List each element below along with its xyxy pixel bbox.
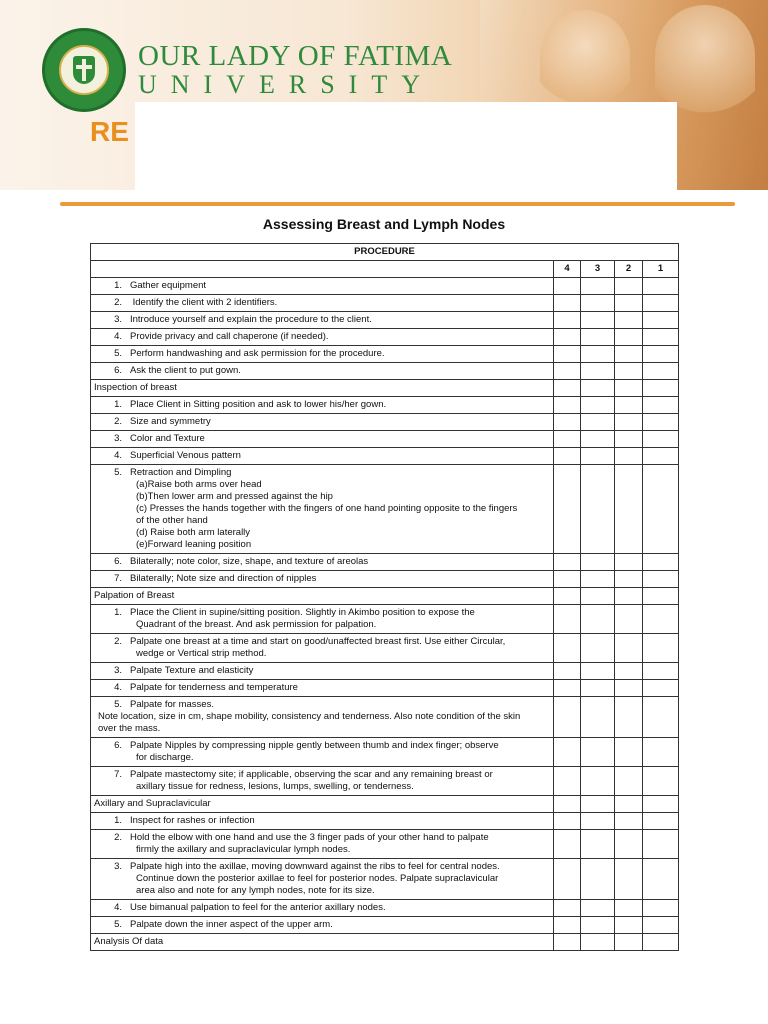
procedure-row [91, 414, 679, 431]
score-cell[interactable] [615, 830, 643, 859]
procedure-row [91, 697, 679, 738]
score-cell[interactable] [554, 554, 581, 571]
score-cell[interactable] [554, 312, 581, 329]
step-number: 5. [114, 348, 122, 359]
procedure-row [91, 605, 679, 634]
step-text: Introduce yourself and explain the procedure to the client. [130, 314, 372, 325]
step-text: Ask the client to put gown. [130, 365, 241, 376]
step-number: 3. [114, 665, 122, 676]
procedure-row [91, 312, 679, 329]
score-cell[interactable] [554, 363, 581, 380]
procedure-row [91, 278, 679, 295]
step-text-continuation: Continue down the posterior axillae to feel for posterior nodes. Palpate supraclavicular [136, 873, 499, 884]
score-cell[interactable] [581, 329, 615, 346]
score-col-3: 3 [581, 261, 615, 278]
score-cell[interactable] [581, 634, 615, 663]
procedure-row [91, 767, 679, 796]
score-cell[interactable] [554, 859, 581, 900]
step-text-continuation: (b)Then lower arm and pressed against the hip [136, 491, 333, 502]
step-number: 5. [114, 467, 122, 478]
score-cell[interactable] [643, 900, 679, 917]
score-cell[interactable] [615, 934, 643, 951]
procedure-row [91, 346, 679, 363]
procedure-row [91, 554, 679, 571]
score-cell[interactable] [581, 588, 615, 605]
step-number: 1. [114, 399, 122, 410]
score-cell[interactable] [615, 554, 643, 571]
score-cell[interactable] [554, 634, 581, 663]
step-text-continuation: wedge or Vertical strip method. [136, 648, 267, 659]
score-cell[interactable] [615, 588, 643, 605]
section-row [91, 588, 679, 605]
step-text-continuation: for discharge. [136, 752, 194, 763]
step-note: over the mass. [98, 723, 161, 734]
score-cell[interactable] [615, 431, 643, 448]
score-cell[interactable] [615, 380, 643, 397]
score-cell[interactable] [581, 363, 615, 380]
score-cell[interactable] [581, 278, 615, 295]
procedure-row [91, 738, 679, 767]
score-cell[interactable] [581, 554, 615, 571]
score-cell[interactable] [581, 448, 615, 465]
step-text: Color and Texture [130, 433, 205, 444]
section-title: Analysis Of data [94, 936, 164, 947]
score-cell[interactable] [615, 448, 643, 465]
step-text: Identify the client with 2 identifiers. [130, 297, 278, 308]
procedure-row [91, 571, 679, 588]
score-cell[interactable] [615, 414, 643, 431]
step-text: Superficial Venous pattern [130, 450, 241, 461]
university-name-line1: OUR LADY OF FATIMA [138, 40, 453, 72]
score-cell[interactable] [615, 571, 643, 588]
score-cell[interactable] [581, 813, 615, 830]
score-cell[interactable] [615, 900, 643, 917]
procedure-row [91, 830, 679, 859]
procedure-row [91, 917, 679, 934]
score-col-4: 4 [554, 261, 581, 278]
score-cell[interactable] [615, 346, 643, 363]
score-cell[interactable] [615, 312, 643, 329]
procedure-row [91, 431, 679, 448]
step-number: 5. [114, 699, 122, 710]
procedure-row [91, 465, 679, 554]
document-title: Assessing Breast and Lymph Nodes [262, 216, 506, 232]
score-cell[interactable] [554, 917, 581, 934]
procedure-row [91, 663, 679, 680]
score-cell[interactable] [615, 859, 643, 900]
blank-overlay-box [135, 102, 677, 214]
score-cell[interactable] [581, 663, 615, 680]
score-cell[interactable] [554, 830, 581, 859]
step-number: 1. [114, 815, 122, 826]
score-cell[interactable] [554, 465, 581, 554]
score-cell[interactable] [643, 346, 679, 363]
score-cell[interactable] [615, 813, 643, 830]
score-cell[interactable] [643, 414, 679, 431]
score-cell[interactable] [554, 346, 581, 363]
score-cell[interactable] [643, 680, 679, 697]
step-text: Perform handwashing and ask permission for the procedure. [130, 348, 385, 359]
step-text: Palpate Texture and elasticity [130, 665, 254, 676]
score-cell[interactable] [554, 414, 581, 431]
score-cell[interactable] [615, 697, 643, 738]
score-cell[interactable] [643, 431, 679, 448]
step-number: 4. [114, 331, 122, 342]
step-number: 6. [114, 556, 122, 567]
score-cell[interactable] [643, 697, 679, 738]
score-cell[interactable] [581, 346, 615, 363]
score-cell[interactable] [554, 448, 581, 465]
score-cell[interactable] [581, 431, 615, 448]
score-cell[interactable] [643, 554, 679, 571]
score-cell[interactable] [643, 738, 679, 767]
score-cell[interactable] [615, 363, 643, 380]
score-cell[interactable] [643, 295, 679, 312]
section-title: Palpation of Breast [94, 590, 175, 601]
step-number: 3. [114, 861, 122, 872]
score-cell[interactable] [581, 738, 615, 767]
score-cell[interactable] [615, 465, 643, 554]
score-cell[interactable] [615, 295, 643, 312]
step-text: Hold the elbow with one hand and use the 3 finger pads of your other hand to palpate [130, 832, 489, 843]
score-cell[interactable] [615, 917, 643, 934]
score-cell[interactable] [643, 465, 679, 554]
procedure-row [91, 813, 679, 830]
step-text-continuation: firmly the axillary and supraclavicular lymph nodes. [136, 844, 351, 855]
score-cell[interactable] [643, 796, 679, 813]
step-number: 4. [114, 450, 122, 461]
section-row [91, 796, 679, 813]
score-cell[interactable] [643, 380, 679, 397]
score-cell[interactable] [643, 278, 679, 295]
score-header-row [91, 261, 679, 278]
procedure-header: PROCEDURE [91, 244, 679, 261]
score-cell[interactable] [581, 900, 615, 917]
step-text: Retraction and Dimpling [130, 467, 232, 478]
score-cell[interactable] [581, 465, 615, 554]
step-text: Palpate for tenderness and temperature [130, 682, 298, 693]
score-cell[interactable] [643, 397, 679, 414]
score-cell[interactable] [554, 431, 581, 448]
score-cell[interactable] [581, 414, 615, 431]
step-number: 3. [114, 433, 122, 444]
score-cell[interactable] [643, 917, 679, 934]
score-cell[interactable] [615, 397, 643, 414]
step-number: 4. [114, 682, 122, 693]
step-text-continuation: Quadrant of the breast. And ask permission for palpation. [136, 619, 377, 630]
procedure-row [91, 397, 679, 414]
score-cell[interactable] [643, 588, 679, 605]
procedure-header-row [91, 244, 679, 261]
step-text: Palpate down the inner aspect of the upper arm. [130, 919, 333, 930]
section-title: Inspection of breast [94, 382, 177, 393]
score-cell[interactable] [581, 859, 615, 900]
step-text: Gather equipment [130, 280, 207, 291]
score-cell[interactable] [615, 767, 643, 796]
score-cell[interactable] [643, 571, 679, 588]
score-cell[interactable] [643, 813, 679, 830]
step-number: 1. [114, 607, 122, 618]
seal-cross-icon [82, 59, 86, 81]
step-text: Palpate one breast at a time and start on good/unaffected breast first. Use either Circular, [130, 636, 506, 647]
score-cell[interactable] [554, 397, 581, 414]
score-cell[interactable] [615, 738, 643, 767]
score-cell[interactable] [581, 312, 615, 329]
score-cell[interactable] [615, 680, 643, 697]
score-cell[interactable] [643, 634, 679, 663]
score-cell[interactable] [554, 605, 581, 634]
procedure-row [91, 634, 679, 663]
step-text: Palpate for masses. [130, 699, 214, 710]
procedure-row [91, 859, 679, 900]
score-cell[interactable] [643, 663, 679, 680]
step-text: Palpate high into the axillae, moving downward against the ribs to feel for central nodes. [130, 861, 500, 872]
step-number: 7. [114, 573, 122, 584]
step-text: Place the Client in supine/sitting position. Slightly in Akimbo position to expose the [130, 607, 475, 618]
university-seal-logo [42, 28, 126, 112]
score-cell[interactable] [581, 934, 615, 951]
score-cell[interactable] [581, 796, 615, 813]
score-cell[interactable] [554, 680, 581, 697]
step-text: Bilaterally; Note size and direction of nipples [130, 573, 317, 584]
step-number: 1. [114, 280, 122, 291]
score-cell[interactable] [581, 380, 615, 397]
seal-inner [59, 45, 109, 95]
score-col-1: 1 [643, 261, 679, 278]
score-cell[interactable] [643, 830, 679, 859]
step-number: 2. [114, 297, 122, 308]
section-row [91, 380, 679, 397]
score-cell[interactable] [554, 900, 581, 917]
score-cell[interactable] [581, 830, 615, 859]
partial-heading: RE [90, 116, 129, 147]
score-cell[interactable] [615, 634, 643, 663]
score-cell[interactable] [554, 278, 581, 295]
step-number: 2. [114, 416, 122, 427]
step-text-continuation: of the other hand [136, 515, 208, 526]
score-cell[interactable] [643, 767, 679, 796]
step-text: Size and symmetry [130, 416, 211, 427]
score-cell[interactable] [643, 329, 679, 346]
score-cell[interactable] [615, 796, 643, 813]
section-row [91, 934, 679, 951]
step-number: 2. [114, 636, 122, 647]
step-text: Palpate mastectomy site; if applicable, observing the scar and any remaining breast or [130, 769, 493, 780]
score-cell[interactable] [554, 767, 581, 796]
step-text: Use bimanual palpation to feel for the anterior axillary nodes. [130, 902, 386, 913]
procedure-row [91, 363, 679, 380]
procedure-row [91, 295, 679, 312]
step-number: 2. [114, 832, 122, 843]
step-text-continuation: area also and note for any lymph nodes, note for its size. [136, 885, 375, 896]
score-cell[interactable] [643, 859, 679, 900]
score-cell[interactable] [554, 380, 581, 397]
score-cell[interactable] [581, 571, 615, 588]
score-cell[interactable] [554, 571, 581, 588]
checklist-table [90, 243, 679, 951]
score-cell[interactable] [615, 329, 643, 346]
score-cell[interactable] [615, 605, 643, 634]
score-cell[interactable] [554, 738, 581, 767]
score-cell[interactable] [581, 680, 615, 697]
step-text: Palpate Nipples by compressing nipple gently between thumb and index finger; observe [130, 740, 499, 751]
section-title: Axillary and Supraclavicular [94, 798, 211, 809]
step-text: Provide privacy and call chaperone (if needed). [130, 331, 329, 342]
score-cell[interactable] [581, 605, 615, 634]
step-note: Note location, size in cm, shape mobility, consistency and tenderness. Also note condition of the skin [98, 711, 521, 722]
score-cell[interactable] [554, 934, 581, 951]
step-number: 3. [114, 314, 122, 325]
header-divider [60, 202, 735, 206]
score-cell[interactable] [581, 697, 615, 738]
score-cell[interactable] [615, 663, 643, 680]
step-number: 6. [114, 365, 122, 376]
score-cell[interactable] [615, 278, 643, 295]
step-number: 6. [114, 740, 122, 751]
procedure-row [91, 680, 679, 697]
score-cell[interactable] [554, 663, 581, 680]
score-cell[interactable] [554, 813, 581, 830]
score-cell[interactable] [554, 329, 581, 346]
step-text-continuation: (e)Forward leaning position [136, 539, 252, 550]
procedure-row [91, 329, 679, 346]
step-text-continuation: (a)Raise both arms over head [136, 479, 262, 490]
step-text-continuation: axillary tissue for redness, lesions, lumps, swelling, or tenderness. [136, 781, 414, 792]
university-name-line2: UNIVERSITY [138, 70, 434, 99]
step-number: 4. [114, 902, 122, 913]
score-col-2: 2 [615, 261, 643, 278]
step-text: Place Client in Sitting position and ask to lower his/her gown. [130, 399, 387, 410]
score-cell[interactable] [581, 917, 615, 934]
score-cell[interactable] [643, 934, 679, 951]
step-text: Inspect for rashes or infection [130, 815, 255, 826]
score-cell[interactable] [581, 397, 615, 414]
procedure-row [91, 448, 679, 465]
score-cell[interactable] [643, 312, 679, 329]
score-cell[interactable] [554, 697, 581, 738]
score-cell[interactable] [554, 796, 581, 813]
step-text-continuation: (d) Raise both arm laterally [136, 527, 251, 538]
score-cell[interactable] [581, 295, 615, 312]
step-text: Bilaterally; note color, size, shape, and texture of areolas [130, 556, 369, 567]
score-cell[interactable] [643, 363, 679, 380]
score-cell[interactable] [554, 588, 581, 605]
procedure-row [91, 900, 679, 917]
score-cell[interactable] [643, 605, 679, 634]
step-number: 7. [114, 769, 122, 780]
score-cell[interactable] [554, 295, 581, 312]
score-cell[interactable] [581, 767, 615, 796]
step-number: 5. [114, 919, 122, 930]
step-text-continuation: (c) Presses the hands together with the fingers of one hand pointing opposite to the fingers [136, 503, 518, 514]
score-cell[interactable] [643, 448, 679, 465]
